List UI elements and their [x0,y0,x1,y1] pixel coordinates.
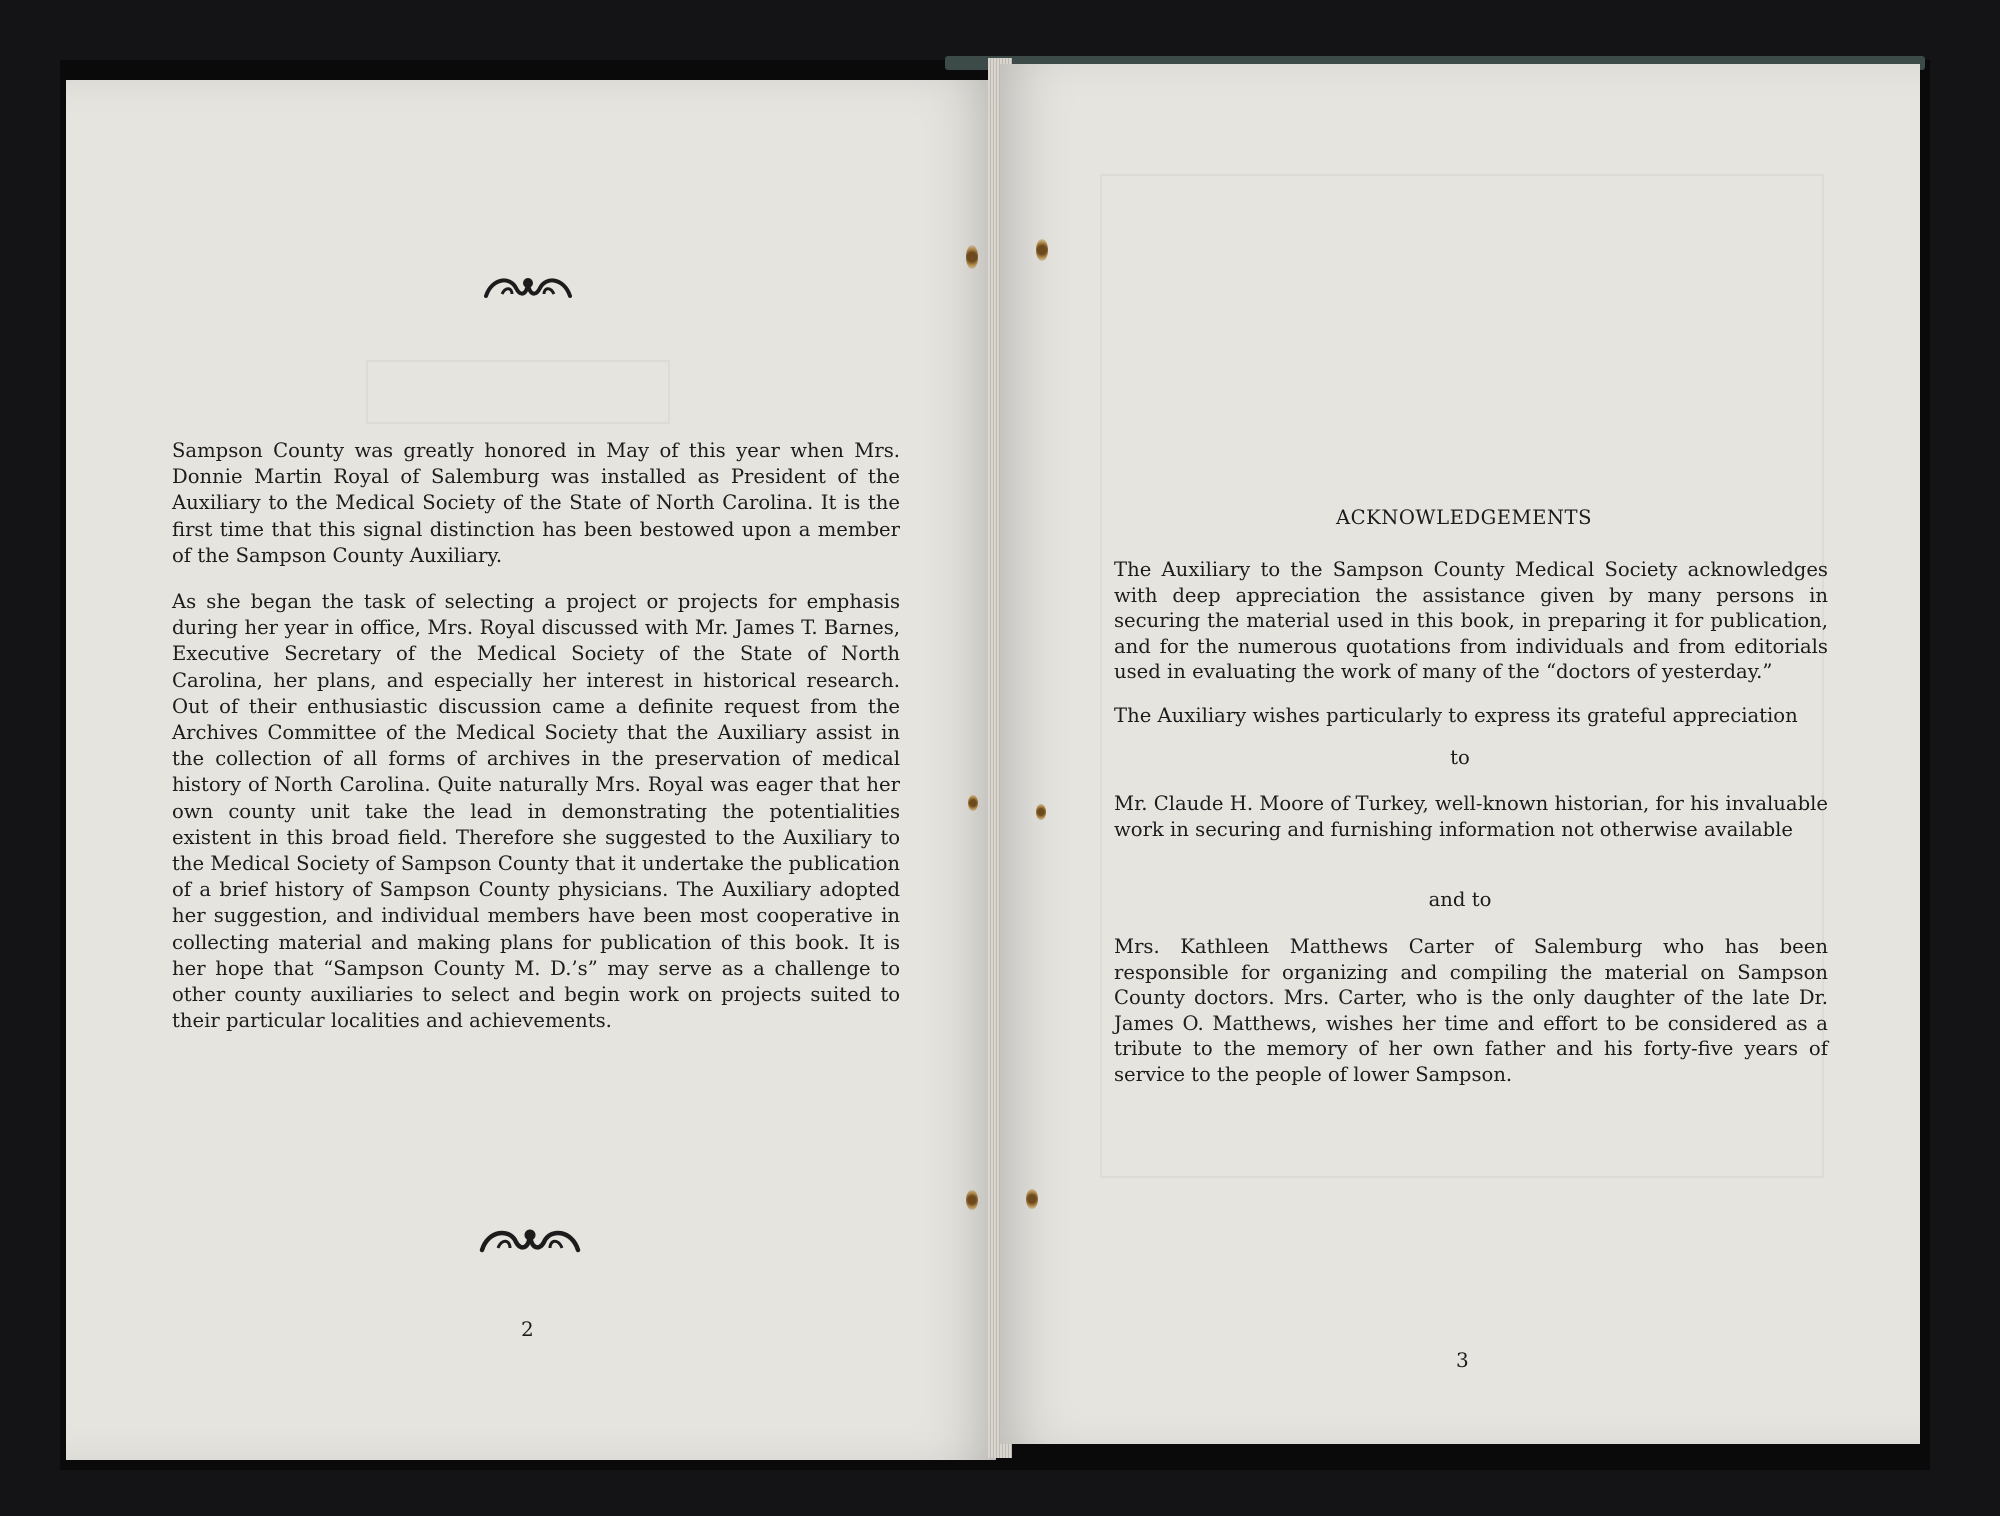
left-paragraph-2: As she began the task of selecting a project or projects for emphasis during her year in office, Mrs. Royal discussed with Mr. James T. Barnes, Executive Secretary of the Medical Society of the State of North Carolina, her plans, and especially her interest in historical research. Out of their enthusiastic discussion came a definite request from the Archives Committee of the Medical Society that the Auxiliary assist in the collection of all forms of archives in the preservation of medical history of North Carolina. Quite naturally Mrs. Royal was eager that her own county unit take the lead in demonstrating the potentialities existent in this broad field. Therefore she suggested to the Auxiliary to the Medical Society of Sampson County that it undertake the publication of a brief history of Sampson County physicians. The Auxiliary adopted her suggestion, and individual members have been most cooperative in collecting material and making plans for publication of this book. It is her hope that “Sampson County M. D.’s” may serve as a challenge to other county auxiliaries to select and begin work on projects suited to their particular localities and achievements. [172,590,900,1033]
right-page [1000,64,1920,1444]
ack-paragraph-2 [1114,703,1828,729]
ack-paragraph-1 [1114,557,1828,685]
ack-paragraph-2-text: The Auxiliary wishes particularly to express its grateful appreciation [1114,704,1798,727]
ack-paragraph-1-text: The Auxiliary to the Sampson County Medical Society acknowledges with deep appreciation the assistance given by many persons in securing the material used in this book, in preparing it for publication, and for the numerous quotations from individuals and from editorials used in evaluating the work of many of the “doctors of yesterday.” [1114,558,1828,683]
ack-paragraph-3 [1114,791,1828,842]
left-page-number: 2 [521,1317,534,1341]
ack-paragraph-4-text: Mrs. Kathleen Matthews Carter of Salemburg who has been responsible for organizing and compiling the material on Sampson County doctors. Mrs. Carter, who is the only daughter of the late Dr. James O. Matthews, wishes her time and effort to be considered as a tribute to the memory of her own father and his forty-five years of service to the people of lower Sampson. [1114,935,1828,1086]
ack-and-to-line: and to [1428,888,1492,911]
top-ornament-icon [482,270,574,304]
staple-rust-mark [1026,1189,1038,1209]
ack-to-line: to [1450,746,1470,769]
ack-paragraph-4 [1114,934,1828,1087]
ack-paragraph-3-text: Mr. Claude H. Moore of Turkey, well-known historian, for his invaluable work in securing and furnishing information not otherwise available [1114,792,1828,841]
right-page-number: 3 [1456,1348,1469,1372]
staple-rust-mark [966,245,978,269]
bottom-ornament-icon [478,1222,582,1258]
staple-rust-mark [1036,239,1048,261]
left-paragraph-1: Sampson County was greatly honored in May of this year when Mrs. Donnie Martin Royal of Salemburg was installed as President of the Auxiliary to the Medical Society of the State of North Carolina. It is the first time that this signal distinction has been bestowed upon a member of the Sampson County Auxiliary. [172,439,900,567]
left-body-text [172,438,900,1054]
left-page [66,80,996,1460]
staple-rust-mark [966,1190,978,1210]
acknowledgements-title: ACKNOWLEDGEMENTS [1335,506,1593,529]
show-through-shadow [366,360,670,424]
staple-rust-mark [968,795,978,811]
staple-rust-mark [1036,804,1046,820]
